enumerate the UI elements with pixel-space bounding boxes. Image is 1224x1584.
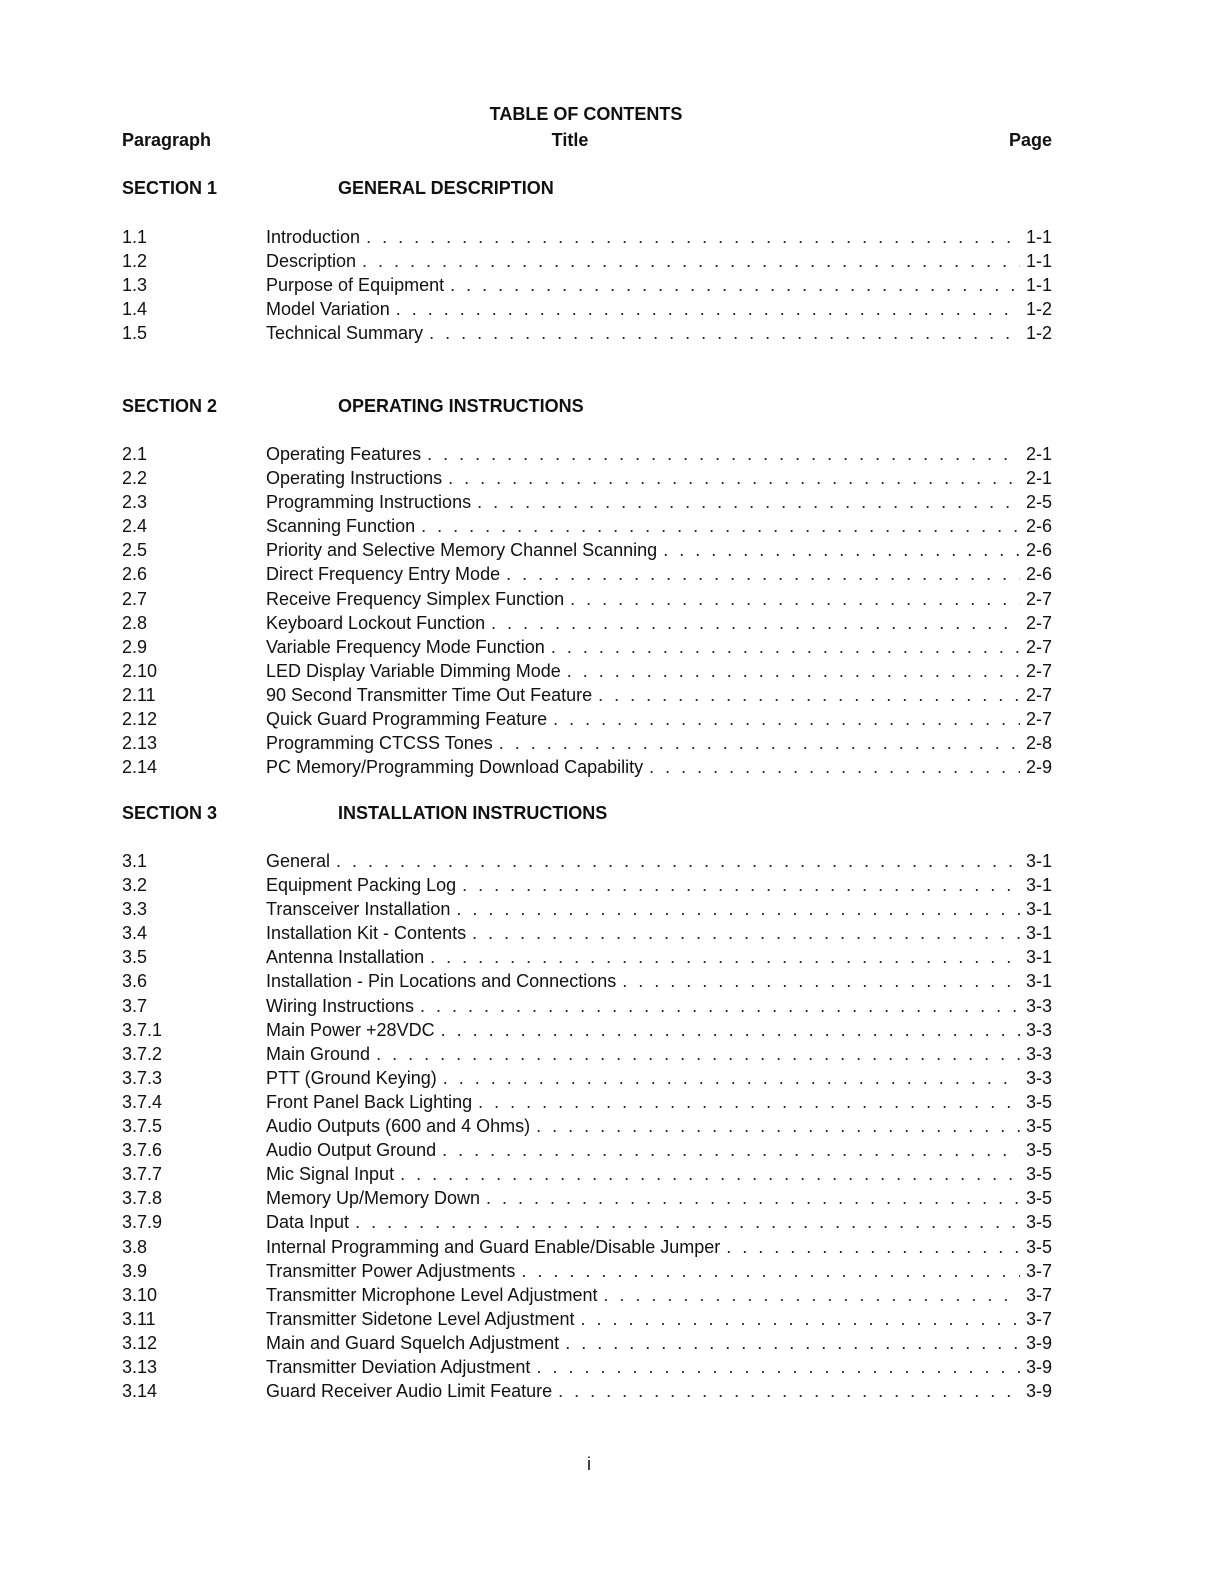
dot-leader bbox=[442, 1140, 1020, 1161]
dot-leader bbox=[570, 589, 1020, 610]
toc-entry-number: 3.7 bbox=[122, 995, 148, 1016]
toc-entry-number: 2.3 bbox=[122, 492, 148, 513]
toc-entry-number: 1.5 bbox=[122, 323, 148, 344]
paragraph-column-header: Paragraph bbox=[122, 130, 212, 150]
toc-entry-number: 2.10 bbox=[122, 660, 158, 681]
toc-entry-number: 3.6 bbox=[122, 971, 148, 992]
section-number: SECTION 2 bbox=[122, 396, 218, 416]
toc-entry-page: 2-7 bbox=[1025, 588, 1052, 609]
dot-leader bbox=[427, 444, 1020, 465]
toc-entry-page: 3-1 bbox=[1025, 899, 1052, 920]
toc-entry-page: 1-1 bbox=[1025, 251, 1052, 272]
toc-entry bbox=[122, 899, 1052, 923]
toc-entry-page: 2-5 bbox=[1025, 492, 1052, 513]
dot-leader bbox=[536, 1116, 1020, 1137]
toc-entry-title: Audio Outputs (600 and 4 Ohms) bbox=[266, 1116, 531, 1137]
section-number: SECTION 1 bbox=[122, 178, 218, 198]
toc-entry-title: Model Variation bbox=[266, 299, 390, 320]
toc-entry-number: 1.3 bbox=[122, 275, 148, 296]
toc-entry-title: Operating Instructions bbox=[266, 468, 443, 489]
dot-leader bbox=[598, 685, 1020, 706]
toc-entry bbox=[122, 923, 1052, 947]
toc-entry-page: 3-5 bbox=[1025, 1164, 1052, 1185]
toc-entry bbox=[122, 1140, 1052, 1164]
toc-entry-page: 3-5 bbox=[1025, 1188, 1052, 1209]
dot-leader bbox=[506, 564, 1020, 585]
toc-entry-number: 2.2 bbox=[122, 468, 148, 489]
toc-entry-title: Technical Summary bbox=[266, 323, 424, 344]
toc-entry bbox=[122, 1068, 1052, 1092]
dot-leader bbox=[400, 1164, 1020, 1185]
toc-entry-page: 3-5 bbox=[1025, 1140, 1052, 1161]
toc-entry-number: 3.7.1 bbox=[122, 1019, 163, 1040]
toc-entry-number: 2.9 bbox=[122, 636, 148, 657]
toc-entry-page: 3-1 bbox=[1025, 971, 1052, 992]
dot-leader bbox=[456, 899, 1020, 920]
dot-leader bbox=[443, 1068, 1020, 1089]
toc-entry-number: 3.2 bbox=[122, 875, 148, 896]
toc-entry-title: Wiring Instructions bbox=[266, 995, 415, 1016]
dot-leader bbox=[521, 1261, 1020, 1282]
toc-entry-number: 3.7.6 bbox=[122, 1140, 163, 1161]
toc-entry bbox=[122, 1333, 1052, 1357]
toc-entry bbox=[122, 323, 1052, 347]
toc-entry-title: Installation - Pin Locations and Connections bbox=[266, 971, 617, 992]
toc-entry-page: 3-7 bbox=[1025, 1260, 1052, 1281]
toc-entry-title: Transmitter Microphone Level Adjustment bbox=[266, 1284, 598, 1305]
toc-entry-title: LED Display Variable Dimming Mode bbox=[266, 660, 561, 681]
dot-leader bbox=[462, 875, 1020, 896]
toc-entry-title: Antenna Installation bbox=[266, 947, 425, 968]
toc-entry-page: 3-5 bbox=[1025, 1236, 1052, 1257]
dot-leader bbox=[366, 227, 1020, 248]
toc-entry-number: 2.4 bbox=[122, 516, 148, 537]
toc-entry-page: 2-7 bbox=[1025, 612, 1052, 633]
toc-entry-title: Guard Receiver Audio Limit Feature bbox=[266, 1381, 553, 1402]
section-title: OPERATING INSTRUCTIONS bbox=[338, 396, 584, 416]
dot-leader bbox=[551, 637, 1020, 658]
toc-entry bbox=[122, 996, 1052, 1020]
toc-entry bbox=[122, 851, 1052, 875]
toc-entry bbox=[122, 685, 1052, 709]
toc-entry-number: 2.11 bbox=[122, 684, 156, 705]
dot-leader bbox=[536, 1357, 1020, 1378]
toc-entry-title: Priority and Selective Memory Channel Scanning bbox=[266, 540, 658, 561]
toc-entry-page: 3-3 bbox=[1025, 995, 1052, 1016]
toc-entry-page: 3-1 bbox=[1025, 947, 1052, 968]
dot-leader bbox=[430, 947, 1020, 968]
page-title: TABLE OF CONTENTS bbox=[489, 104, 683, 124]
toc-entry-title: Transmitter Deviation Adjustment bbox=[266, 1356, 531, 1377]
toc-entry-number: 3.3 bbox=[122, 899, 148, 920]
toc-entry bbox=[122, 637, 1052, 661]
section-title: GENERAL DESCRIPTION bbox=[338, 178, 554, 198]
toc-entry-page: 2-9 bbox=[1025, 757, 1052, 778]
toc-entry-title: Main Power +28VDC bbox=[266, 1019, 435, 1040]
toc-entry-number: 3.12 bbox=[122, 1332, 158, 1353]
toc-entry-number: 3.7.8 bbox=[122, 1188, 163, 1209]
toc-entry-title: 90 Second Transmitter Time Out Feature bbox=[266, 684, 593, 705]
toc-entry-title: Equipment Packing Log bbox=[266, 875, 457, 896]
toc-entry-number: 3.1 bbox=[122, 851, 148, 871]
toc-entry bbox=[122, 971, 1052, 995]
toc-entry-number: 2.8 bbox=[122, 612, 148, 633]
toc-entry bbox=[122, 251, 1052, 275]
toc-entry-page: 2-6 bbox=[1025, 516, 1052, 537]
dot-leader bbox=[477, 492, 1020, 513]
toc-entry-title: Main Ground bbox=[266, 1043, 371, 1064]
toc-entry bbox=[122, 709, 1052, 733]
title-column-header: Title bbox=[551, 130, 589, 150]
toc-entry-page: 2-7 bbox=[1025, 660, 1052, 681]
dot-leader bbox=[420, 996, 1020, 1017]
toc-entry-number: 3.7.3 bbox=[122, 1067, 163, 1088]
toc-entry-page: 2-7 bbox=[1025, 709, 1052, 730]
dot-leader bbox=[421, 516, 1020, 537]
dot-leader bbox=[429, 323, 1020, 344]
toc-entry-title: Direct Frequency Entry Mode bbox=[266, 564, 501, 585]
toc-entry bbox=[122, 1357, 1052, 1381]
dot-leader bbox=[472, 923, 1020, 944]
toc-entry bbox=[122, 227, 1052, 251]
toc-entry bbox=[122, 540, 1052, 564]
toc-entry-number: 2.6 bbox=[122, 564, 148, 585]
dot-leader bbox=[448, 468, 1020, 489]
toc-entry-title: Quick Guard Programming Feature bbox=[266, 709, 548, 730]
toc-entry bbox=[122, 1164, 1052, 1188]
toc-entry bbox=[122, 468, 1052, 492]
toc-entry-title: Introduction bbox=[266, 227, 361, 247]
dot-leader bbox=[603, 1285, 1020, 1306]
toc-entry bbox=[122, 947, 1052, 971]
toc-entry bbox=[122, 1237, 1052, 1261]
toc-entry bbox=[122, 1309, 1052, 1333]
toc-entry-number: 3.14 bbox=[122, 1381, 158, 1402]
toc-entry-page: 3-9 bbox=[1025, 1332, 1052, 1353]
dot-leader bbox=[581, 1309, 1020, 1330]
toc-entry-number: 3.13 bbox=[122, 1356, 158, 1377]
toc-entry-number: 2.1 bbox=[122, 444, 148, 464]
toc-entry-number: 3.7.9 bbox=[122, 1212, 163, 1233]
toc-entry-list bbox=[122, 851, 1052, 1405]
toc-entry-number: 2.14 bbox=[122, 757, 158, 778]
toc-entry-page: 3-7 bbox=[1025, 1308, 1052, 1329]
dot-leader bbox=[396, 299, 1020, 320]
toc-entry bbox=[122, 516, 1052, 540]
section-title: INSTALLATION INSTRUCTIONS bbox=[338, 803, 608, 823]
toc-entry-page: 3-9 bbox=[1025, 1381, 1052, 1402]
toc-entry-title: Transceiver Installation bbox=[266, 899, 451, 920]
toc-entry-number: 1.2 bbox=[122, 251, 148, 272]
toc-entry-title: PC Memory/Programming Download Capability bbox=[266, 757, 644, 778]
toc-entry-number: 3.7.7 bbox=[122, 1164, 163, 1185]
toc-entry-page: 3-5 bbox=[1025, 1116, 1052, 1137]
toc-entry-title: Keyboard Lockout Function bbox=[266, 612, 486, 633]
toc-entry-number: 3.8 bbox=[122, 1236, 148, 1257]
toc-entry bbox=[122, 1116, 1052, 1140]
toc-entry bbox=[122, 757, 1052, 781]
toc-entry-title: Memory Up/Memory Down bbox=[266, 1188, 481, 1209]
dot-leader bbox=[663, 540, 1020, 561]
toc-entry-page: 3-1 bbox=[1025, 923, 1052, 944]
toc-entry bbox=[122, 661, 1052, 685]
toc-entry-title: Variable Frequency Mode Function bbox=[266, 636, 545, 657]
toc-entry-page: 1-2 bbox=[1025, 323, 1052, 344]
toc-entry-number: 2.12 bbox=[122, 709, 158, 730]
toc-entry bbox=[122, 275, 1052, 299]
toc-entry-number: 3.7.4 bbox=[122, 1091, 163, 1112]
toc-entry-title: Internal Programming and Guard Enable/Disable Jumper bbox=[266, 1236, 721, 1257]
toc-entry-page: 1-1 bbox=[1025, 275, 1052, 296]
toc-entry bbox=[122, 1261, 1052, 1285]
toc-entry-page: 3-1 bbox=[1025, 851, 1052, 871]
toc-entry-page: 3-5 bbox=[1025, 1212, 1052, 1233]
toc-entry-page: 2-1 bbox=[1025, 444, 1052, 464]
toc-entry-number: 3.10 bbox=[122, 1284, 158, 1305]
toc-entry-title: Purpose of Equipment bbox=[266, 275, 445, 296]
toc-entry bbox=[122, 1092, 1052, 1116]
toc-entry-number: 3.7.2 bbox=[122, 1043, 163, 1064]
toc-entry-number: 2.13 bbox=[122, 733, 158, 754]
toc-entry-number: 3.4 bbox=[122, 923, 148, 944]
toc-entry-number: 3.9 bbox=[122, 1260, 148, 1281]
toc-entry-title: Transmitter Sidetone Level Adjustment bbox=[266, 1308, 575, 1329]
toc-entry-page: 1-1 bbox=[1025, 227, 1052, 247]
toc-entry bbox=[122, 1020, 1052, 1044]
toc-entry bbox=[122, 1044, 1052, 1068]
toc-entry bbox=[122, 299, 1052, 323]
toc-entry-title: Transmitter Power Adjustments bbox=[266, 1260, 516, 1281]
toc-entry bbox=[122, 613, 1052, 637]
toc-entry-title: Audio Output Ground bbox=[266, 1140, 437, 1161]
dot-leader bbox=[553, 709, 1020, 730]
toc-entry-number: 3.7.5 bbox=[122, 1116, 163, 1137]
toc-entry-page: 2-8 bbox=[1025, 733, 1052, 754]
dot-leader bbox=[499, 733, 1020, 754]
toc-entry-page: 2-6 bbox=[1025, 564, 1052, 585]
toc-entry bbox=[122, 1381, 1052, 1405]
dot-leader bbox=[567, 661, 1020, 682]
toc-entry-title: Description bbox=[266, 251, 357, 272]
toc-entry-number: 2.7 bbox=[122, 588, 148, 609]
toc-entry bbox=[122, 733, 1052, 757]
toc-entry-number: 1.4 bbox=[122, 299, 148, 320]
dot-leader bbox=[726, 1237, 1020, 1258]
toc-entry-title: Installation Kit - Contents bbox=[266, 923, 467, 944]
toc-entry-list bbox=[122, 444, 1052, 781]
toc-entry-title: Main and Guard Squelch Adjustment bbox=[266, 1332, 560, 1353]
toc-entry-page: 3-3 bbox=[1025, 1043, 1052, 1064]
dot-leader bbox=[649, 757, 1020, 778]
dot-leader bbox=[486, 1188, 1020, 1209]
dot-leader bbox=[558, 1381, 1020, 1402]
dot-leader bbox=[491, 613, 1020, 634]
toc-entry bbox=[122, 492, 1052, 516]
toc-entry-title: PTT (Ground Keying) bbox=[266, 1067, 437, 1088]
dot-leader bbox=[622, 971, 1020, 992]
toc-entry bbox=[122, 589, 1052, 613]
page-column-header: Page bbox=[1008, 130, 1052, 150]
toc-entry-number: 2.5 bbox=[122, 540, 148, 561]
toc-entry-title: Operating Features bbox=[266, 444, 422, 464]
dot-leader bbox=[355, 1212, 1020, 1233]
toc-entry-number: 3.11 bbox=[122, 1308, 156, 1329]
toc-entry-title: Scanning Function bbox=[266, 516, 416, 537]
toc-entry-page: 3-1 bbox=[1025, 875, 1052, 896]
toc-entry bbox=[122, 875, 1052, 899]
toc-entry-page: 1-2 bbox=[1025, 299, 1052, 320]
dot-leader bbox=[336, 851, 1020, 872]
toc-entry-page: 3-3 bbox=[1025, 1067, 1052, 1088]
toc-entry-title: Mic Signal Input bbox=[266, 1164, 395, 1185]
toc-entry-page: 3-7 bbox=[1025, 1284, 1052, 1305]
toc-entry bbox=[122, 564, 1052, 588]
dot-leader bbox=[376, 1044, 1020, 1065]
page-number: i bbox=[587, 1454, 591, 1474]
toc-entry-page: 2-7 bbox=[1025, 636, 1052, 657]
section-number: SECTION 3 bbox=[122, 803, 218, 823]
toc-entry-page: 3-9 bbox=[1025, 1356, 1052, 1377]
toc-entry-title: Programming Instructions bbox=[266, 492, 472, 513]
toc-entry-title: General bbox=[266, 851, 331, 871]
toc-entry-title: Programming CTCSS Tones bbox=[266, 733, 493, 754]
toc-entry-title: Data Input bbox=[266, 1212, 350, 1233]
toc-entry-page: 3-5 bbox=[1025, 1091, 1052, 1112]
toc-entry bbox=[122, 1212, 1052, 1236]
dot-leader bbox=[450, 275, 1020, 296]
toc-entry-page: 2-1 bbox=[1025, 468, 1052, 489]
toc-entry-page: 3-3 bbox=[1025, 1019, 1052, 1040]
toc-entry bbox=[122, 444, 1052, 468]
toc-entry-title: Front Panel Back Lighting bbox=[266, 1091, 473, 1112]
toc-entry-number: 3.5 bbox=[122, 947, 148, 968]
toc-entry-page: 2-7 bbox=[1025, 684, 1052, 705]
toc-entry-page: 2-6 bbox=[1025, 540, 1052, 561]
dot-leader bbox=[565, 1333, 1020, 1354]
dot-leader bbox=[441, 1020, 1020, 1041]
toc-entry bbox=[122, 1188, 1052, 1212]
toc-entry-title: Receive Frequency Simplex Function bbox=[266, 588, 565, 609]
toc-entry bbox=[122, 1285, 1052, 1309]
dot-leader bbox=[478, 1092, 1020, 1113]
dot-leader bbox=[362, 251, 1020, 272]
toc-entry-list bbox=[122, 227, 1052, 347]
toc-entry-number: 1.1 bbox=[122, 227, 148, 247]
